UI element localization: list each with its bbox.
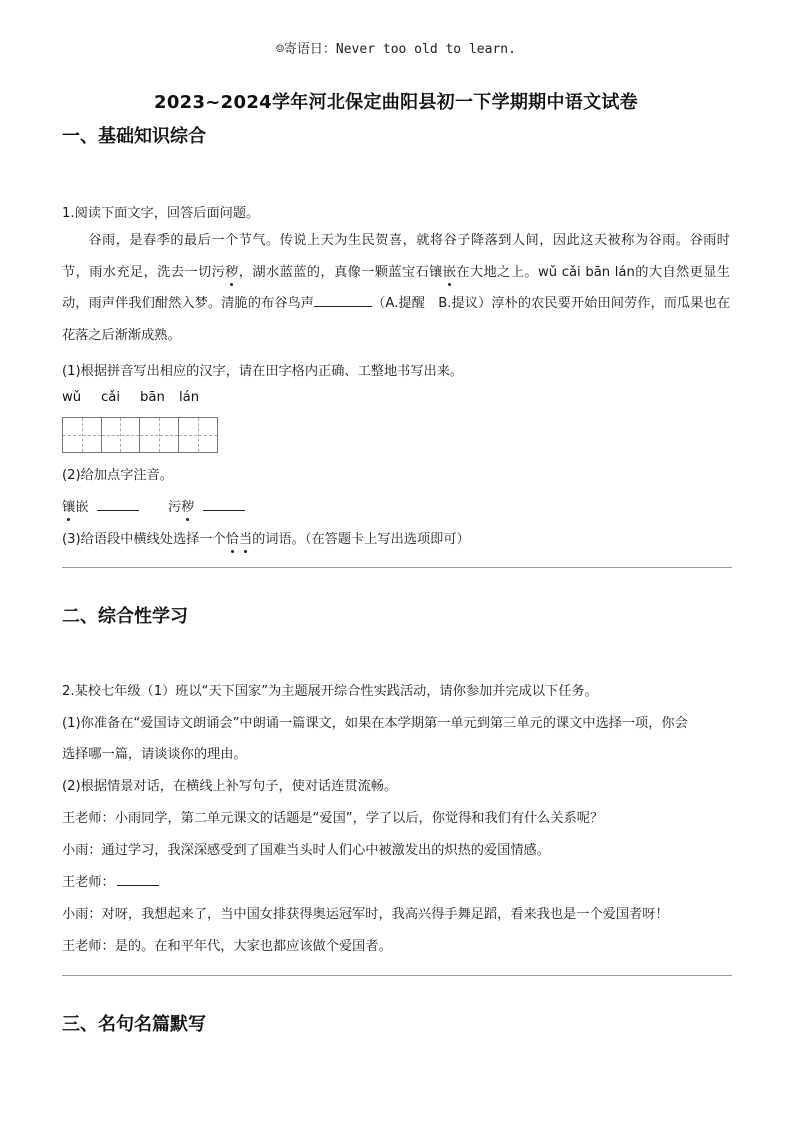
dialogue-line: 小雨：通过学习，我深深感受到了国难当头时人们心中被激发出的炽热的爱国情感。 [62, 843, 550, 858]
q2-sub2: (2)根据情景对话，在横线上补写句子，使对话连贯流畅。 [62, 779, 398, 794]
pinyin-3: bān [140, 390, 165, 405]
pinyin-4: lán [179, 390, 200, 405]
tianzige-grid[interactable] [62, 417, 218, 453]
section2-heading: 二、综合性学习 [62, 606, 188, 627]
q2-intro: 2.某校七年级（1）班以“天下国家”为主题展开综合性实践活动，请你参加并完成以下任务。 [62, 684, 598, 699]
pinyin-2: cǎi [101, 390, 120, 405]
dialogue-line: 小雨：对呀，我想起来了，当中国女排获得奥运冠军时，我高兴得手舞足蹈，看来我也是一个爱国者呀！ [62, 907, 669, 922]
dialogue-line: 王老师：是的。在和平年代，大家也都应该做个爱国者。 [62, 939, 392, 954]
tianzige-cell[interactable] [179, 418, 217, 452]
q2-sub1-line2: 选择哪一篇，请谈谈你的理由。 [62, 747, 247, 762]
q1-intro: 1.阅读下面文字，回答后面问题。 [62, 206, 260, 221]
q1-sub1: (1)根据拼音写出相应的汉字，请在田字格内正确、工整地书写出来。 [62, 364, 464, 379]
section3-heading: 三、名句名篇默写 [62, 1014, 206, 1035]
motto: ☺寄语日：Never too old to learn. [276, 42, 516, 57]
q1-sub2: (2)给加点字注音。 [62, 468, 173, 483]
word-item-1: 镶嵌 [62, 496, 139, 515]
divider [62, 567, 732, 568]
pinyin-1: wǔ [62, 390, 82, 405]
answer-blank[interactable] [314, 293, 372, 307]
emphasis-dot-char: 嵌 [442, 264, 457, 280]
q1-passage: 谷雨，是春季的最后一个节气。传说上天为生民贺喜，就将谷子降落到人间，因此这天被称为谷雨。谷雨时节，雨水充足，洗去一切污秽，湖水蓝蓝的，真像一颗蓝宝石镶嵌在大地之上。wǔ cǎi bān lán的大自然更显生动，雨声伴我们酣然入梦。清脆的布谷鸟声 （A.提醒 B.提议）淳朴的农民要开始田间劳作，而瓜果也在花落之后渐渐成熟。 [62, 233, 731, 343]
answer-blank[interactable] [117, 872, 159, 886]
emphasis-dot-char: 秽 [225, 264, 239, 280]
answer-blank[interactable] [97, 497, 139, 511]
q1-sub3: (3)给语段中横线处选择一个恰当的词语。（在答题卡上写出选项即可） [62, 532, 470, 547]
divider [62, 975, 732, 976]
word-item-2: 污秽 [168, 496, 245, 515]
dialogue-line: 王老师： [62, 871, 159, 890]
q2-sub1-line1: (1)你准备在“爱国诗文朗诵会”中朗诵一篇课文，如果在本学期第一单元到第三单元的课文中选择一项，你会 [62, 716, 688, 731]
page-title: 2023~2024学年河北保定曲阳县初一下学期期中语文试卷 [154, 92, 638, 113]
section1-heading: 一、基础知识综合 [62, 126, 206, 147]
answer-blank[interactable] [203, 497, 245, 511]
dialogue-line: 王老师：小雨同学，第二单元课文的话题是“爱国”，学了以后，你觉得和我们有什么关系呢？ [62, 811, 604, 826]
tianzige-cell[interactable] [63, 418, 102, 452]
tianzige-cell[interactable] [102, 418, 141, 452]
tianzige-cell[interactable] [140, 418, 179, 452]
